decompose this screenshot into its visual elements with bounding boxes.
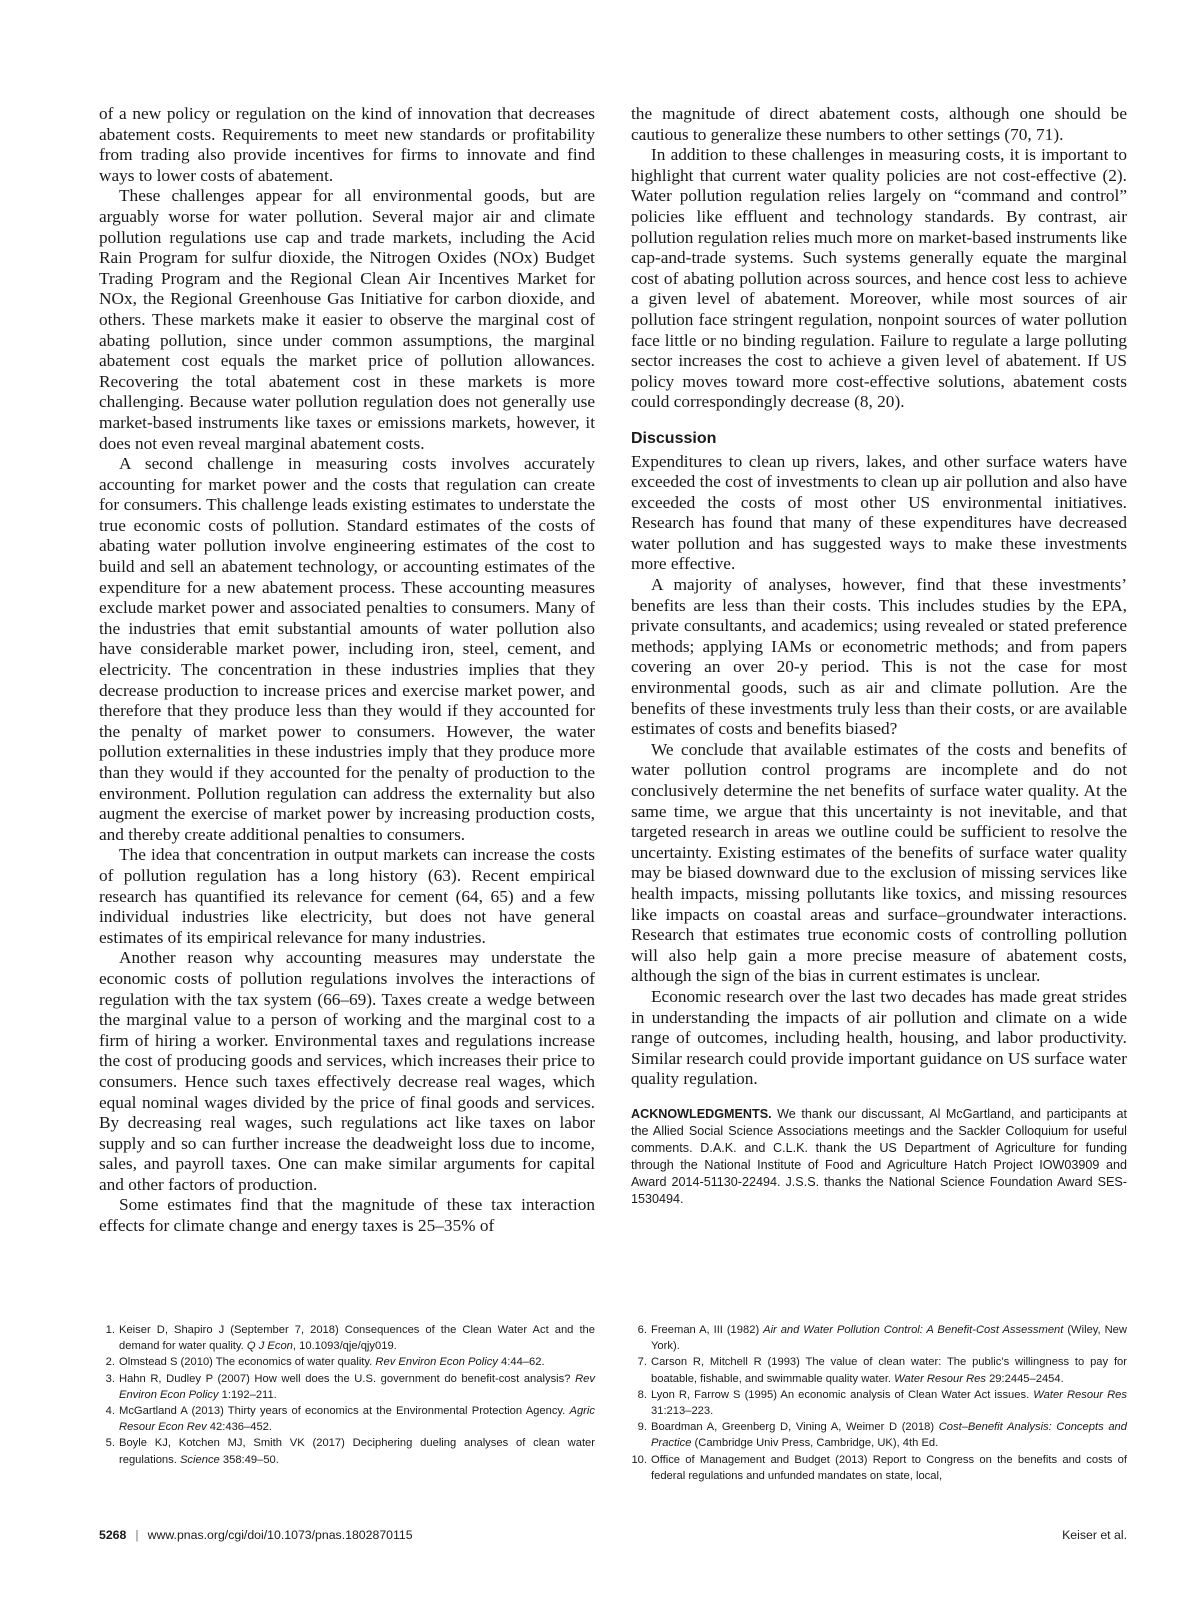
reference-item: [631, 1354, 1127, 1386]
reference-citation: 1:192–211.: [218, 1388, 277, 1401]
reference-number: 4.: [105, 1405, 115, 1418]
reference-citation: 358:49–50.: [219, 1453, 279, 1466]
acknowledgments-text: We thank our discussant, Al McGartland, and participants at the Allied Social Science Associations meetings and the Sackler Colloquium for useful comments. D.A.K. and C.L.K. thank the US Department of Agriculture for funding through the National Institute of Food and Agriculture Hatch Project IOW03909 and Award 2014-51130-22494. J.S.S. thanks the National Science Foundation Award SES-1530494.: [631, 1106, 1127, 1206]
reference-journal: Air and Water Pollution Control: A Benefit-Cost Assessment: [763, 1324, 1064, 1336]
reference-text: Olmstead S (2010) The economics of water quality.: [119, 1356, 376, 1369]
reference-item: [631, 1452, 1127, 1484]
reference-number: 6.: [637, 1324, 647, 1336]
reference-text: Hahn R, Dudley P (2007) How well does the U.S. government do benefit-cost analysis?: [119, 1372, 576, 1385]
reference-citation: 4:44–62.: [497, 1356, 545, 1369]
page-number: 5268: [99, 1528, 127, 1542]
reference-number: 10.: [631, 1453, 647, 1466]
right-column: [631, 104, 1127, 1208]
left-column: [99, 104, 595, 1237]
reference-citation: , 10.1093/qje/qjy019.: [292, 1340, 397, 1353]
reference-citation: (Cambridge Univ Press, Cambridge, UK), 4th Ed.: [691, 1437, 939, 1450]
reference-journal: Water Resour Res: [1033, 1388, 1127, 1401]
reference-text: Boyle KJ, Kotchen MJ, Smith VK (2017) Deciphering dueling analyses of clean water regulations.: [119, 1437, 595, 1466]
reference-citation: 29:2445–2454.: [985, 1372, 1064, 1385]
reference-item: [99, 1322, 595, 1354]
discussion-heading: Discussion: [631, 429, 717, 447]
reference-journal: Rev Environ Econ Policy: [119, 1372, 595, 1401]
reference-journal: Agric Resour Econ Rev: [119, 1405, 595, 1434]
reference-journal: Science: [179, 1453, 220, 1466]
reference-item: [99, 1354, 595, 1370]
body-paragraph: the magnitude of direct abatement costs, although one should be cautious to generalize these numbers to other settings (70, 71).: [631, 104, 1127, 144]
reference-journal: Water Resour Res: [894, 1372, 986, 1385]
body-paragraph: In addition to these challenges in measuring costs, it is important to highlight that current water quality policies are not cost-effective (2). Water pollution regulation relies largely on “command and control” policies like effluent and technology standards. By contrast, air pollution regulation relies much more on market-based instruments like cap-and-trade systems. Such systems generally equate the marginal cost of abating pollution across sources, and hence cost less to achieve a given level of abatement. Moreover, while most sources of air pollution face stringent regulation, nonpoint sources of water pollution face little or no binding regulation. Failure to regulate a large polluting sector increases the cost to achieve a given level of abatement. If US policy moves toward more cost-effective solutions, abatement costs could correspondingly decrease (8, 20).: [631, 145, 1127, 412]
reference-number: 5.: [105, 1437, 115, 1450]
reference-text: Carson R, Mitchell R (1993) The value of clean water: The public’s willingness to pay for boatable, fishable, and swimmable quality water.: [651, 1356, 1127, 1385]
reference-number: 9.: [637, 1421, 647, 1434]
running-authors: Keiser et al.: [1062, 1528, 1127, 1542]
reference-journal: Cost–Benefit Analysis: Concepts and Practice: [651, 1421, 1127, 1450]
body-paragraph: Some estimates find that the magnitude of these tax interaction effects for climate change and energy taxes is 25–35% of: [99, 1195, 595, 1236]
reference-journal: Q J Econ: [246, 1340, 293, 1353]
doi-link[interactable]: www.pnas.org/cgi/doi/10.1073/pnas.1802870115: [147, 1528, 413, 1542]
reference-item: [99, 1435, 595, 1467]
body-paragraph: The idea that concentration in output markets can increase the costs of pollution regulation has a long history (63). Recent empirical research has quantified its relevance for cement (64, 65) and a few individual industries like electricity, but does not have general estimates of its empirical relevance for many industries.: [99, 845, 595, 947]
reference-citation: 31:213–223.: [651, 1405, 714, 1418]
discussion-paragraph: Economic research over the last two decades has made great strides in understanding the impacts of air pollution and climate on a wide range of outcomes, including health, housing, and labor productivity. Similar research could provide important guidance on US surface water quality regulation.: [631, 986, 1127, 1089]
reference-item: [631, 1322, 1127, 1354]
footer-separator: |: [135, 1528, 139, 1542]
reference-text: McGartland A (2013) Thirty years of economics at the Environmental Protection Agency.: [119, 1405, 570, 1418]
acknowledgments-heading: ACKNOWLEDGMENTS.: [631, 1106, 772, 1121]
reference-item: [631, 1387, 1127, 1419]
body-paragraph: These challenges appear for all environmental goods, but are arguably worse for water pollution. Several major air and climate pollution regulations use cap and trade markets, including the Acid Rain Program for sulfur dioxide, the Nitrogen Oxides (NOx) Budget Trading Program and the Regional Clean Air Incentives Market for NOx, the Regional Greenhouse Gas Initiative for carbon dioxide, and others. These markets make it easier to observe the marginal cost of abating pollution, since under common assumptions, the marginal abatement cost equals the market price of pollution allowances. Recovering the total abatement cost in these markets is more challenging. Because water pollution regulation does not generally use market-based instruments like taxes or emissions markets, however, it does not even reveal marginal abatement costs.: [99, 186, 595, 453]
references-list-left: [99, 1322, 595, 1468]
reference-citation: (Wiley, New York).: [651, 1324, 1127, 1353]
body-paragraph: Another reason why accounting measures may understate the economic costs of pollution regulations involves the interactions of regulation with the tax system (66–69). Taxes create a wedge between the marginal value to a person of working and the marginal cost to a firm of hiring a worker. Environmental taxes and regulations increase the cost of producing goods and services, which increases their price to consumers. Hence such taxes effectively decrease real wages, which equal nominal wages divided by the price of final goods and services. By decreasing real wages, such regulations act like taxes on labor supply and so can further increase the deadweight loss due to income, sales, and payroll taxes. One can make similar arguments for capital and other factors of production.: [99, 948, 595, 1194]
reference-text: Lyon R, Farrow S (1995) An economic analysis of Clean Water Act issues.: [651, 1388, 1034, 1401]
reference-text: Office of Management and Budget (2013) Report to Congress on the benefits and costs of federal regulations and unfunded mandates on state, local,: [651, 1453, 1127, 1482]
reference-number: 1.: [105, 1324, 115, 1336]
discussion-paragraph: We conclude that available estimates of the costs and benefits of water pollution control programs are incomplete and do not conclusively determine the net benefits of surface water quality. At the same time, we argue that this uncertainty is not inevitable, and that targeted research in areas we outline could be sufficient to resolve the uncertainty. Existing estimates of the benefits of surface water quality may be biased downward due to the exclusion of missing services like health impacts, missing pollutants like toxics, and missing resources like impacts on coastal areas and surface–groundwater interactions. Research that estimates true economic costs of controlling pollution will also help gain a more precise measure of abatement costs, although the sign of the bias in current estimates is unclear.: [631, 739, 1127, 986]
reference-number: 8.: [637, 1388, 647, 1401]
reference-item: [99, 1403, 595, 1435]
reference-item: [631, 1419, 1127, 1451]
discussion-paragraph: Expenditures to clean up rivers, lakes, and other surface waters have exceeded the cost of investments to clean up air pollution and also have exceeded the costs of most other US environmental initiatives. Research has found that many of these expenditures have decreased water pollution and has suggested ways to make these investments more effective.: [631, 451, 1127, 574]
reference-citation: 42:436–452.: [206, 1421, 273, 1434]
reference-text: Boardman A, Greenberg D, Vining A, Weimer D (2018): [651, 1421, 939, 1434]
discussion-paragraph: A majority of analyses, however, find that these investments’ benefits are less than their costs. This includes studies by the EPA, private consultants, and academics; using revealed or stated preference methods; applying IAMs or econometric methods; and from papers covering an over 20-y period. This is not the case for most environmental goods, such as air and climate pollution. Are the benefits of these investments truly less than their costs, or are available estimates of costs and benefits biased?: [631, 575, 1127, 739]
reference-item: [99, 1371, 595, 1403]
acknowledgments: [631, 1106, 1127, 1208]
reference-number: 3.: [105, 1372, 115, 1385]
body-paragraph: A second challenge in measuring costs involves accurately accounting for market power and the costs that regulation can create for consumers. This challenge leads existing estimates to understate the true economic costs of pollution. Standard estimates of the costs of abating water pollution involve engineering estimates of the cost to build and sell an abatement technology, or accounting estimates of the expenditure for a new abatement process. These accounting measures exclude market power and associated penalties to consumers. Many of the industries that emit substantial amounts of water pollution also have considerable market power, including iron, steel, cement, and electricity. The concentration in these industries implies that they decrease production to increase prices and exercise market power, and therefore that they produce less than they would if they accounted for the penalty of market power to consumers. However, the water pollution externalities in these industries imply that they produce more than they would if they accounted for the penalty of production to the environment. Pollution regulation can address the externality but also augment the exercise of market power by increasing production costs, and thereby create additional penalties to consumers.: [99, 454, 595, 844]
reference-text: Freeman A, III (1982): [651, 1324, 764, 1336]
reference-number: 7.: [637, 1356, 647, 1369]
page-footer: [99, 1528, 1127, 1542]
references-list-right: [631, 1322, 1127, 1484]
body-paragraph: of a new policy or regulation on the kind of innovation that decreases abatement costs. Requirements to meet new standards or profitability from trading also provide incentives for firms to innovate and find ways to lower costs of abatement.: [99, 104, 595, 185]
reference-number: 2.: [105, 1356, 115, 1369]
reference-text: Keiser D, Shapiro J (September 7, 2018) Consequences of the Clean Water Act and the demand for water quality.: [119, 1324, 595, 1353]
reference-journal: Rev Environ Econ Policy: [375, 1356, 498, 1369]
